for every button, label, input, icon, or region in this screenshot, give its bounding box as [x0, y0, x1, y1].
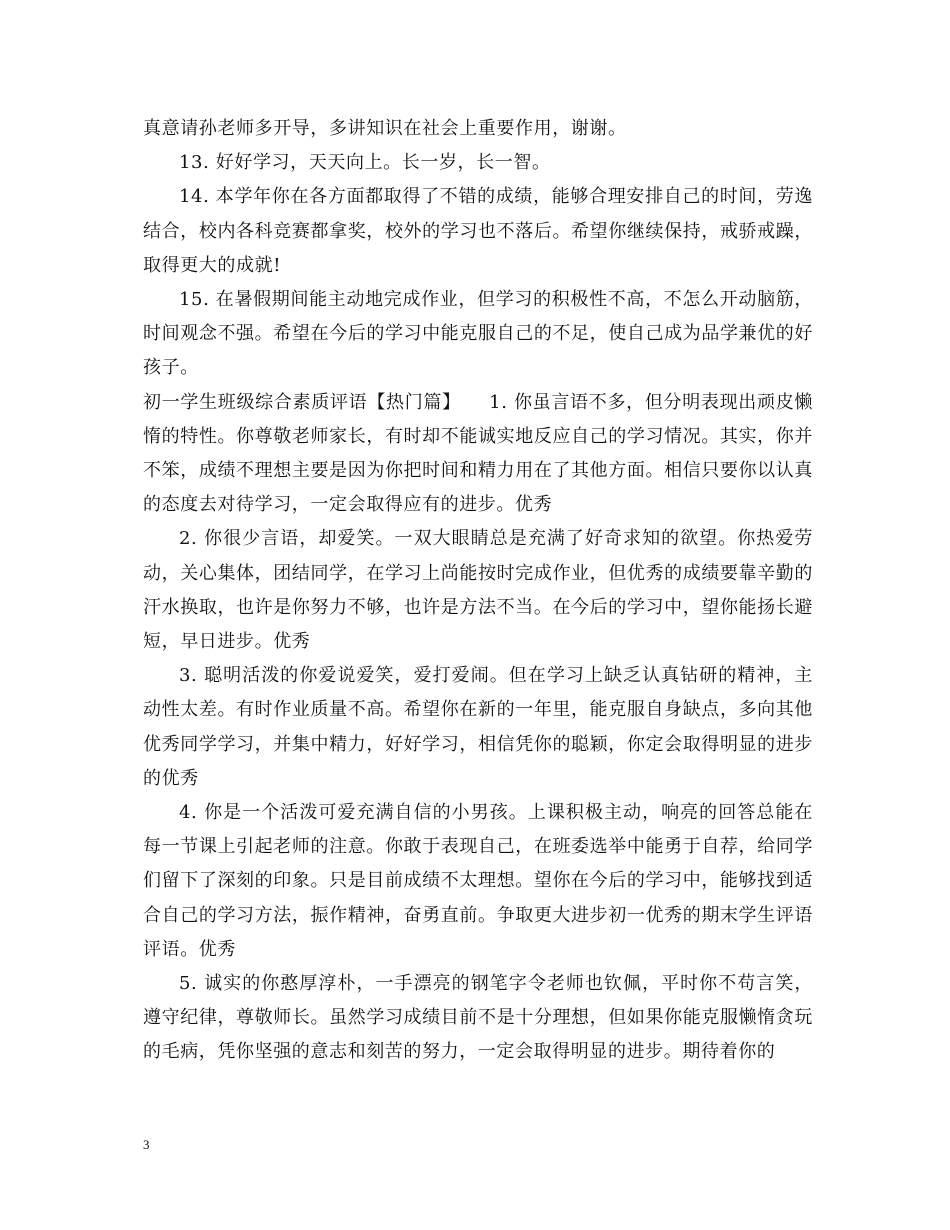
- paragraph-9: 5. 诚实的你憨厚淳朴，一手漂亮的钢笔字令老师也钦佩，平时你不苟言笑，遵守纪律，尊敬师长。虽然学习成绩目前不是十分理想，但如果你能克服懒惰贪玩的毛病，凭你坚强的意志和刻苦的努力，一定会取得明显的进步。期待着你的: [143, 973, 813, 1063]
- page-number: 3: [143, 1137, 150, 1152]
- body-text: [143, 112, 813, 1070]
- paragraph-7: 3. 聪明活泼的你爱说爱笑，爱打爱闹。但在学习上缺乏认真钻研的精神，主动性太差。有时作业质量不高。希望你在新的一年里，能克服自身缺点，多向其他优秀同学学习，并集中精力，好好学习，相信凭你的聪颖，你定会取得明显的进步的优秀: [143, 665, 813, 789]
- paragraph-1: 真意请孙老师多开导，多讲知识在社会上重要作用，谢谢。: [143, 118, 627, 139]
- paragraph-6: 2. 你很少言语，却爱笑。一双大眼睛总是充满了好奇求知的欲望。你热爱劳动，关心集体，团结同学，在学习上尚能按时完成作业，但优秀的成绩要靠辛勤的汗水换取，也许是你努力不够，也许是方法不当。在今后的学习中，望你能扬长避短，早日进步。优秀: [143, 528, 813, 653]
- section-heading-paragraph: 初一学生班级综合素质评语【热门篇】 1. 你虽言语不多，但分明表现出顽皮懒惰的特性。你尊敬老师家长，有时却不能诚实地反应自己的学习情况。其实，你并不笨，成绩不理想主要是因为你把时间和精力用在了其他方面。相信只要你以认真的态度去对待学习，一定会取得应有的进步。优秀: [143, 391, 813, 516]
- paragraph-2: 13. 好好学习，天天向上。长一岁，长一智。: [179, 152, 551, 174]
- paragraph-8: 4. 你是一个活泼可爱充满自信的小男孩。上课积极主动，响亮的回答总能在每一节课上引起老师的注意。你敢于表现自己，在班委选举中能勇于自荐，给同学们留下了深刻的印象。只是目前成绩不太理想。望你在今后的学习中，能够找到适合自己的学习方法，振作精神，奋勇直前。争取更大进步初一优秀的期末学生评语评语。优秀: [143, 802, 813, 960]
- paragraph-4: 15. 在暑假期间能主动地完成作业，但学习的积极性不高，不怎么开动脑筋，时间观念不强。希望在今后的学习中能克服自己的不足，使自己成为品学兼优的好孩子。: [143, 289, 813, 379]
- paragraph-3: 14. 本学年你在各方面都取得了不错的成绩，能够合理安排自己的时间，劳逸结合，校内各科竞赛都拿奖，校外的学习也不落后。希望你继续保持，戒骄戒躁，取得更大的成就!: [143, 186, 813, 276]
